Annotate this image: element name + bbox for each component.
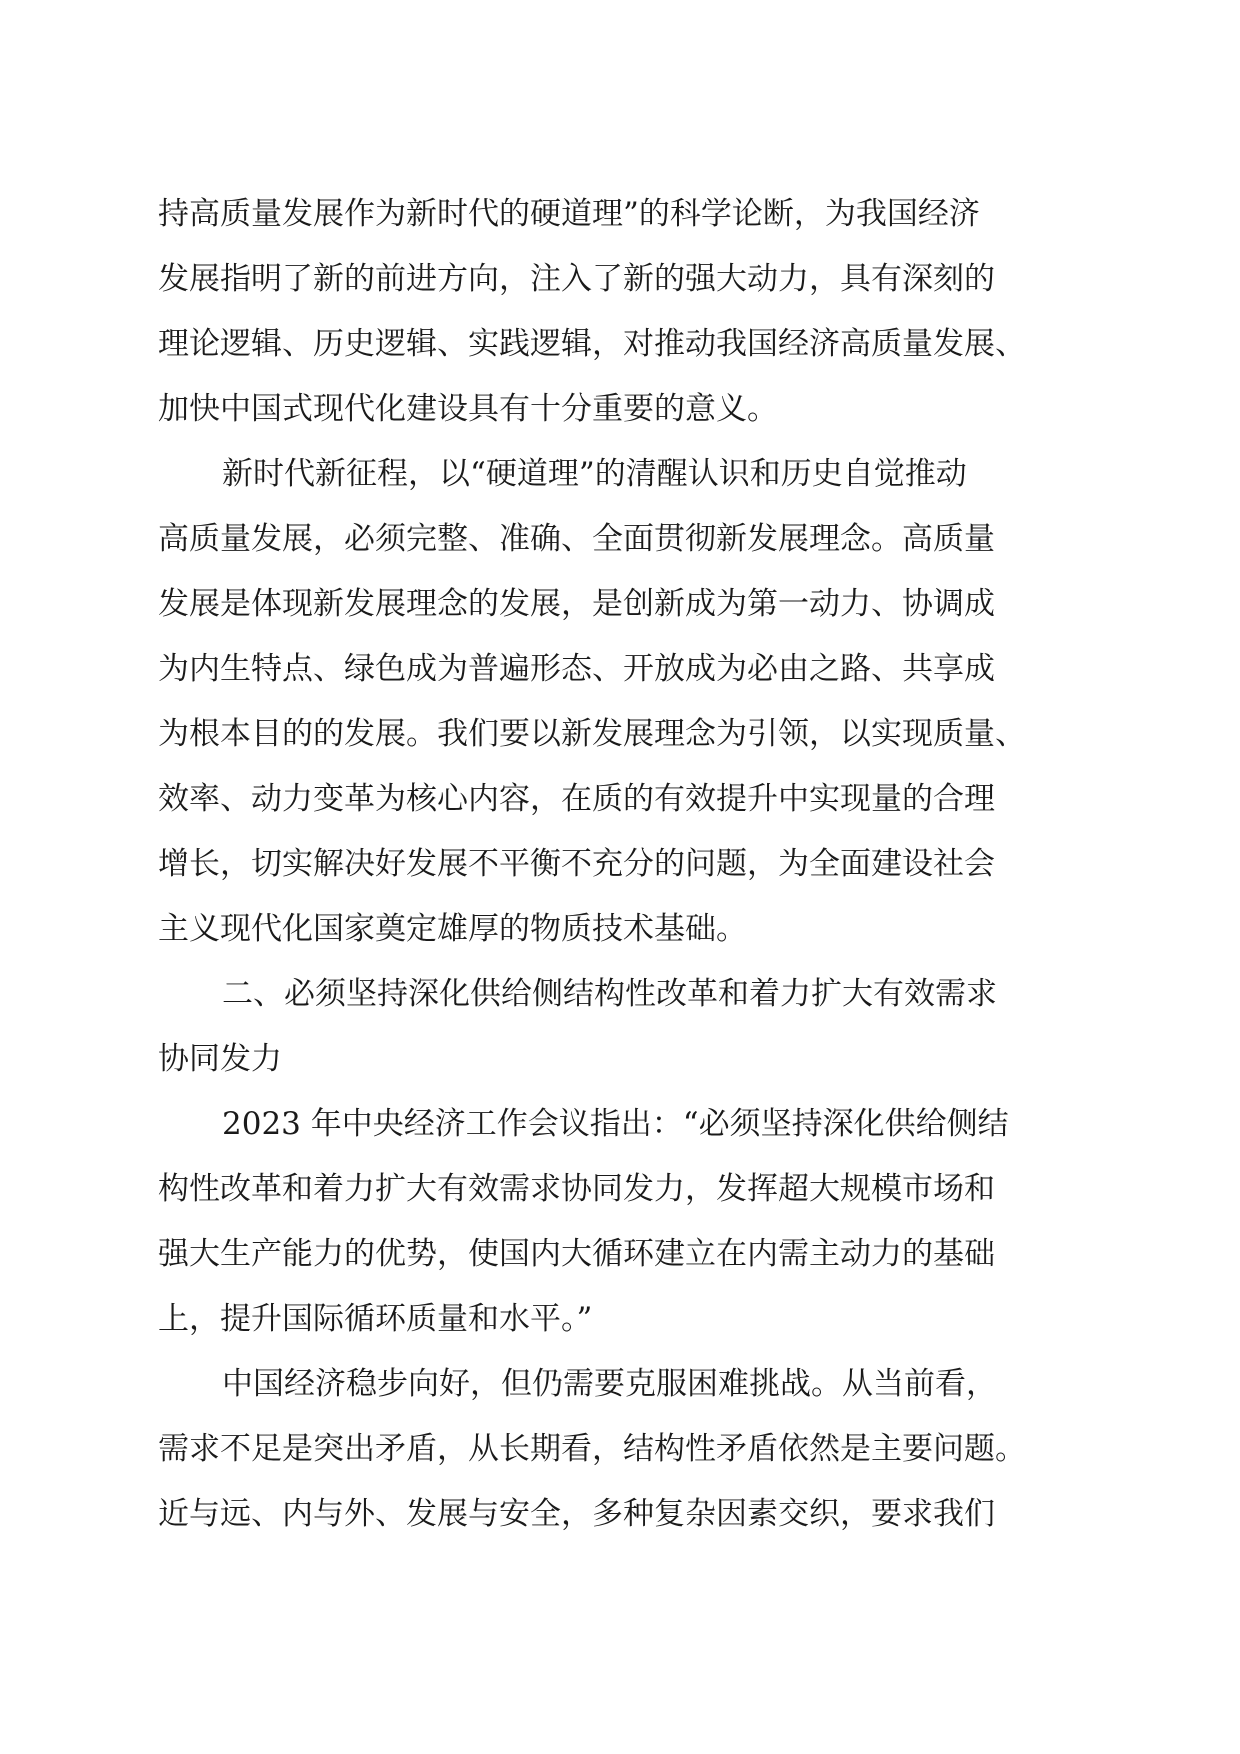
paragraph-2-line-3: 发展是体现新发展理念的发展，是创新成为第一动力、协调成 [158,586,995,622]
paragraph-3-line-2: 构性改革和着力扩大有效需求协同发力，发挥超大规模市场和 [158,1171,995,1207]
paragraph-4-line-2: 需求不足是突出矛盾，从长期看，结构性矛盾依然是主要问题。 [158,1431,1026,1467]
paragraph-2-line-1: 新时代新征程，以“硬道理”的清醒认识和历史自觉推动 [222,456,967,492]
paragraph-3-line-1: 2023 年中央经济工作会议指出：“必须坚持深化供给侧结 [222,1106,1009,1142]
paragraph-1-line-2: 发展指明了新的前进方向，注入了新的强大动力，具有深刻的 [158,261,995,297]
paragraph-4-line-3: 近与远、内与外、发展与安全，多种复杂因素交织，要求我们 [158,1496,995,1532]
section-heading-line-2: 协同发力 [158,1041,282,1077]
section-heading-line-1: 二、必须坚持深化供给侧结构性改革和着力扩大有效需求 [222,976,997,1012]
paragraph-2-line-8: 主义现代化国家奠定雄厚的物质技术基础。 [158,911,747,947]
paragraph-3-line-3: 强大生产能力的优势，使国内大循环建立在内需主动力的基础 [158,1236,995,1272]
paragraph-3-line-4: 上，提升国际循环质量和水平。” [158,1301,593,1337]
paragraph-2-line-5: 为根本目的的发展。我们要以新发展理念为引领，以实现质量、 [158,716,1026,752]
paragraph-2-line-2: 高质量发展，必须完整、准确、全面贯彻新发展理念。高质量 [158,521,995,557]
paragraph-2-line-4: 为内生特点、绿色成为普遍形态、开放成为必由之路、共享成 [158,651,995,687]
paragraph-4-line-1: 中国经济稳步向好，但仍需要克服困难挑战。从当前看， [222,1366,997,1402]
paragraph-2-line-7: 增长，切实解决好发展不平衡不充分的问题，为全面建设社会 [158,846,995,882]
paragraph-2-line-6: 效率、动力变革为核心内容，在质的有效提升中实现量的合理 [158,781,995,817]
paragraph-1-line-1: 持高质量发展作为新时代的硬道理”的科学论断，为我国经济 [158,196,980,232]
paragraph-1-line-3: 理论逻辑、历史逻辑、实践逻辑，对推动我国经济高质量发展、 [158,326,1026,362]
paragraph-1-line-4: 加快中国式现代化建设具有十分重要的意义。 [158,391,778,427]
